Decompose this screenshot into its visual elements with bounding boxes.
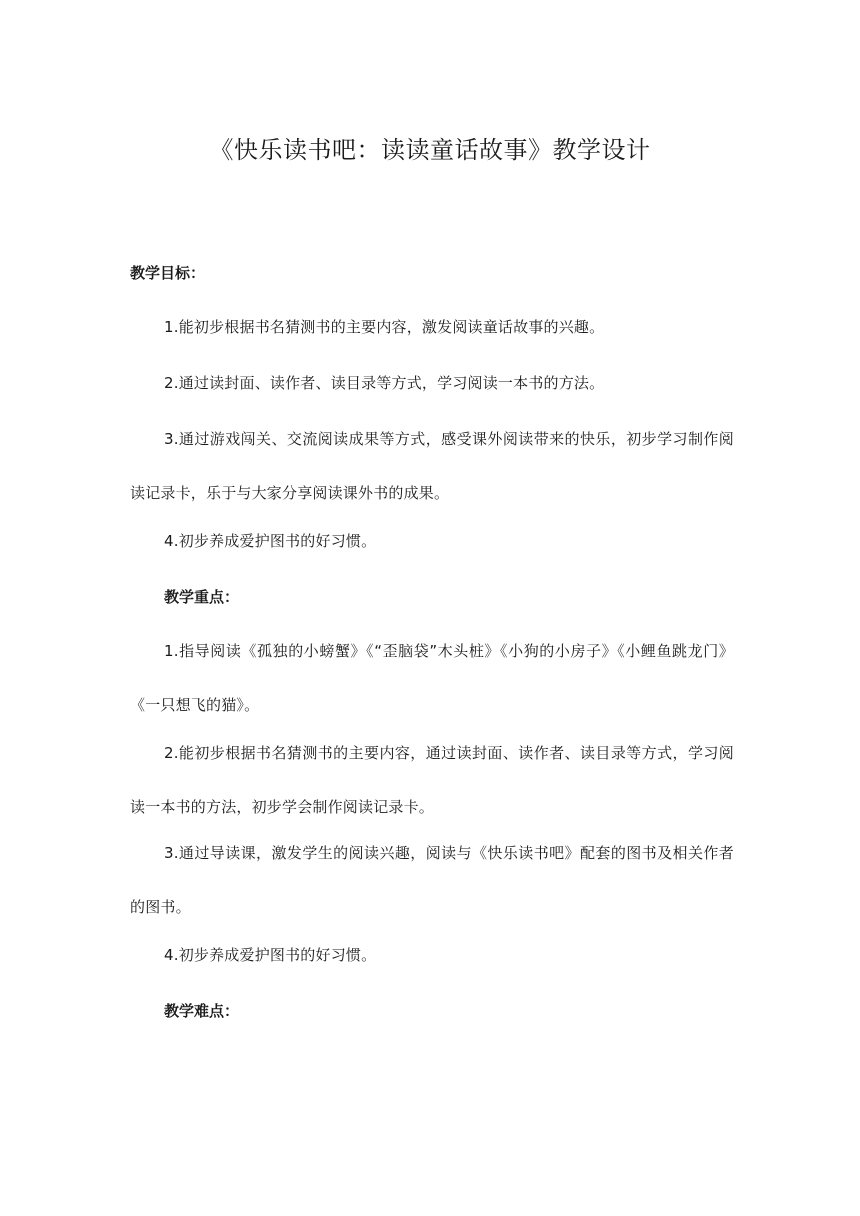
objective-item-1: 1.能初步根据书名猜测书的主要内容，激发阅读童话故事的兴趣。 <box>164 318 605 336</box>
objective-item-2: 2.通过读封面、读作者、读目录等方式，学习阅读一本书的方法。 <box>164 374 605 392</box>
key-point-item-3: 3.通过导读课，激发学生的阅读兴趣，阅读与《快乐读书吧》配套的图书及相关作者的图书。 <box>130 844 734 916</box>
document-title: 《快乐读书吧：读读童话故事》教学设计 <box>209 136 651 164</box>
section-heading-objectives: 教学目标： <box>130 264 206 282</box>
section-heading-key-points: 教学重点： <box>164 588 240 606</box>
section-heading-difficulties: 教学难点： <box>164 1002 240 1020</box>
key-point-item-1: 1.指导阅读《孤独的小螃蟹》《“歪脑袋”木头桩》《小狗的小房子》《小鲤鱼跳龙门》《一只想飞的猫》。 <box>130 642 734 714</box>
objective-item-3: 3.通过游戏闯关、交流阅读成果等方式，感受课外阅读带来的快乐，初步学习制作阅读记录卡，乐于与大家分享阅读课外书的成果。 <box>130 430 734 502</box>
objective-item-4: 4.初步养成爱护图书的好习惯。 <box>164 532 377 550</box>
key-point-item-4: 4.初步养成爱护图书的好习惯。 <box>164 946 377 964</box>
key-point-item-2: 2.能初步根据书名猜测书的主要内容，通过读封面、读作者、读目录等方式，学习阅读一本书的方法，初步学会制作阅读记录卡。 <box>130 744 734 816</box>
